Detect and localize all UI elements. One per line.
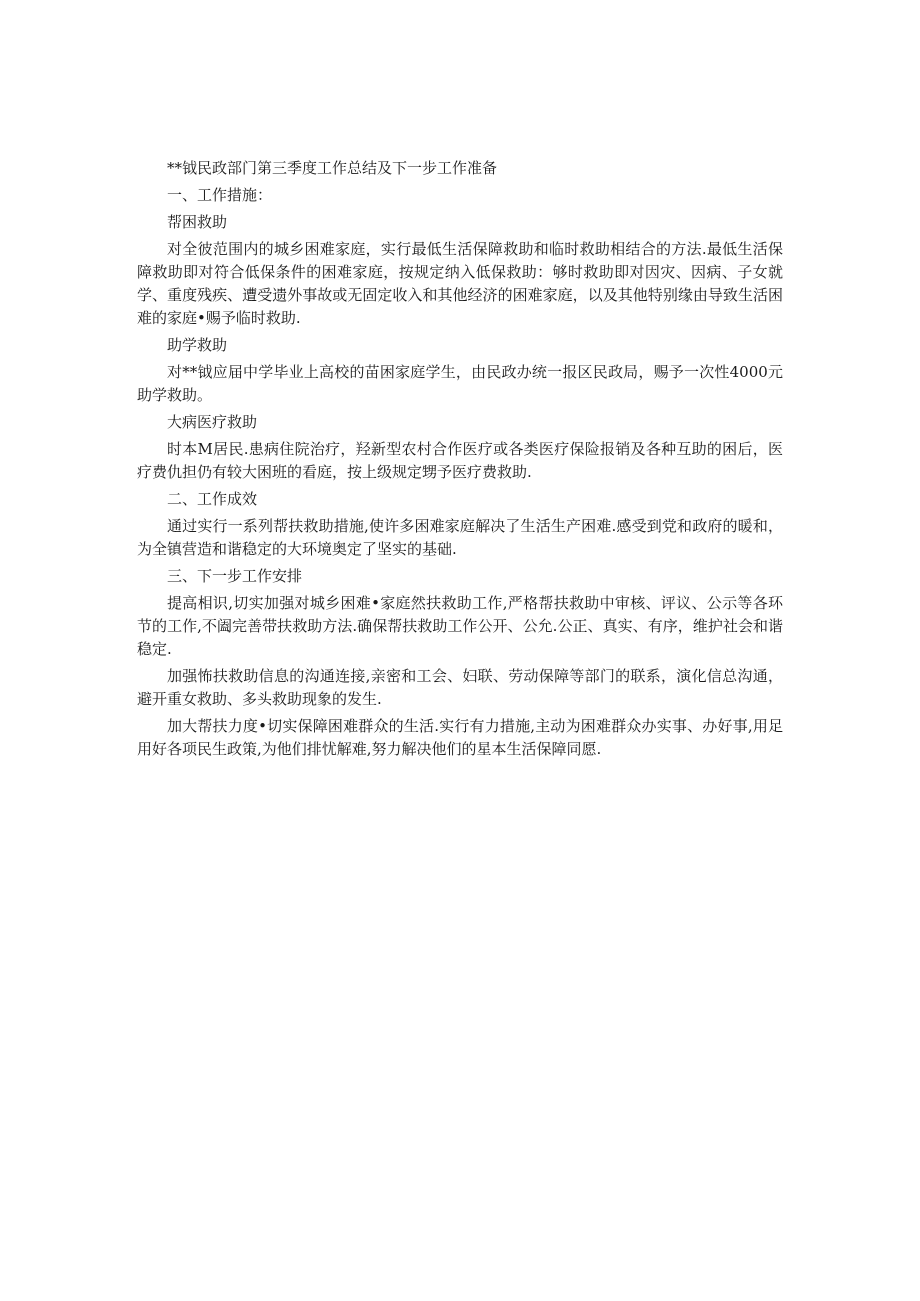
paragraph-medical-aid: 时本M居民.患病住院治疗，羟新型农村合作医疗或各类医疗保险报销及各种互助的困后，医疗费仇担仍有较大困班的看庭，按上级规定甥予医疗费救助. [137, 440, 783, 481]
subheading-medical-aid: 大病医疗救助 [167, 413, 258, 431]
paragraph-next-steps-3: 加大帮扶力度•切实保障困难群众的生活.实行有力措施,主动为困难群众办实事、办好事,用足用好各项民生政策,为他们排忧解难,努力解决他们的星本生活保障同愿. [137, 717, 783, 758]
document-page [137, 157, 783, 765]
paragraph-poverty-relief: 对全彼范围内的城乡困难家庭，实行最低生活保障救助和临时救助相结合的方法.最低生活保障救助即对符合低保条件的困难家庭，按规定纳入低保救助：够时救助即对因灾、因病、子女就学、重度残疾、遭受遗外事故或无固定收入和其他经济的困难家庭，以及其他特别缘由导致生活困难的家庭•赐予临时救助. [137, 240, 783, 327]
section-heading-measures: 一、工作措施： [167, 186, 273, 204]
paragraph-education-aid: 对**钺应届中学毕业上高校的苗困家庭学生，由民政办统一报区民政局，赐予一次性4000元助学救助。 [137, 363, 783, 404]
subheading-education-aid: 助学救助 [167, 336, 228, 354]
section-heading-next-steps: 三、下一步工作安排 [167, 567, 303, 585]
paragraph-next-steps-1: 提高相识,切实加强对城乡困难•家庭然扶救助工作,严格帮扶救助中审核、评议、公示等各环节的工作,不阖完善带扶救助方法.确保帮扶救助工作公开、公允.公正、真实、有序，维护社会和谐稳定. [137, 594, 783, 658]
subheading-poverty-relief: 帮困救助 [167, 213, 228, 231]
section-heading-results: 二、工作成效 [167, 490, 258, 508]
document-title: **钺民政部门第三季度工作总结及下一步工作准备 [167, 159, 498, 177]
paragraph-results: 通过实行一系列帮扶救助措施,使许多困难家庭解决了生活生产困难.感受到党和政府的暖和，为全镇营造和谐稳定的大环境奥定了坚实的基础. [137, 517, 783, 558]
paragraph-next-steps-2: 加强怖扶救助信息的沟通连接,亲密和工会、妇联、劳动保障等部门的联系，演化信总沟通，避开重女救助、多头救助现象的发生. [137, 667, 783, 708]
